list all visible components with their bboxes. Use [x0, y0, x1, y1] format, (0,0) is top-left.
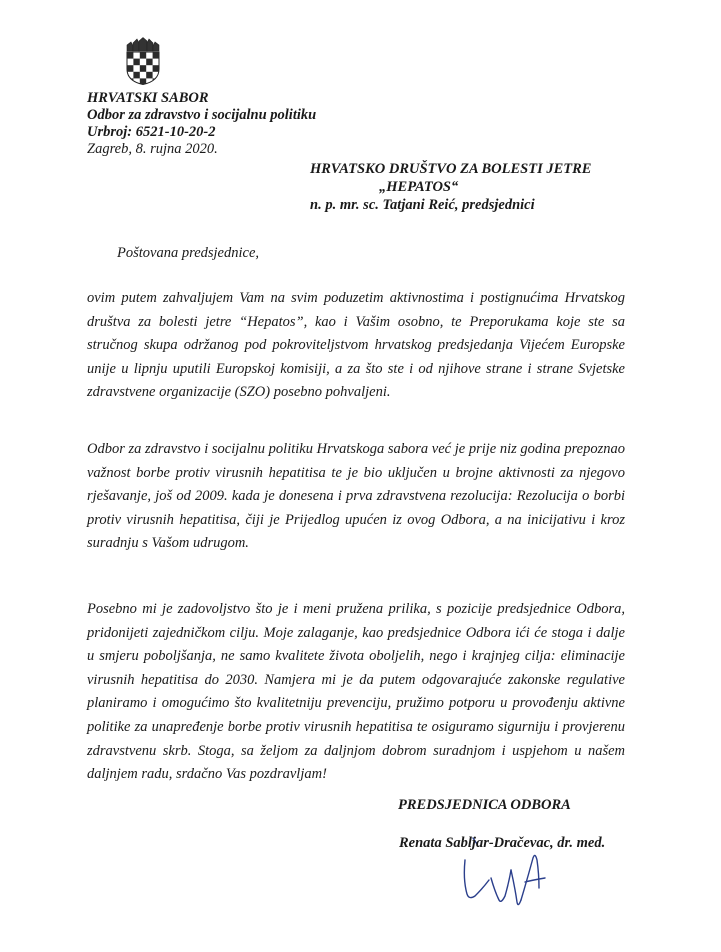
recipient-short-name: „HEPATOS“	[379, 179, 459, 195]
sender-institution: HRVATSKI SABOR	[87, 90, 209, 106]
recipient-block	[310, 160, 591, 214]
recipient-addressee: n. p. mr. sc. Tatjani Reić, predsjednici	[310, 197, 535, 213]
body-paragraph-3: Posebno mi je zadovoljstvo što je i meni pružena prilika, s pozicije predsjednice Odbora, pridonijeti zajedničkom cilju. Moje zalaganje, kao predsjednice Odbora ići će stoga i dalje u smjeru poboljšanja, ne samo kvalitete života oboljelih, nego i krajnjeg cilja: eliminacije virusnih hepatitisa do 2030. Namjera mi je da putem odgovarajuće zakonske regulative planiramo i omogućimo što kvalitetniju prevenciju, pružimo potporu u provođenju aktivne politike za unapređenje borbe protiv virusnih hepatitisa te osiguramo sigurniju i provjerenu zdravstvenu skrb. Stoga, sa željom za daljnjom dobrom suradnjom i uspjehom u našem daljnjem radu, srdačno Vas pozdravljam!	[87, 601, 625, 783]
greeting: Poštovana predsjednice,	[117, 245, 260, 261]
croatian-coat-of-arms-icon	[124, 37, 162, 85]
body-paragraph-1: ovim putem zahvaljujem Vam na svim poduzetim aktivnostima i postignućima Hrvatskog društva za bolesti jetre “Hepatos”, kao i Vašim osobno, te Preporukama koje ste sa stručnog skupa održanog pod pokroviteljstvom hrvatskog predsjedanja Vijećem Europske unije u lipnju uputili Europskoj komisiji, a za što ste i od njihove strane i strane Svjetske zdravstvene organizacije (SZO) posebno pohvaljeni.	[87, 290, 625, 401]
sender-committee: Odbor za zdravstvo i socijalnu politiku	[87, 107, 317, 123]
place-date: Zagreb, 8. rujna 2020.	[87, 141, 218, 157]
signature-name: Renata Sabljar-Dračevac, dr. med.	[399, 835, 606, 851]
sender-block	[87, 90, 316, 158]
reference-number: Urbroj: 6521-10-20-2	[87, 124, 216, 140]
signature-title: PREDSJEDNICA ODBORA	[398, 797, 571, 813]
body-paragraph-2: Odbor za zdravstvo i socijalnu politiku Hrvatskoga sabora već je prije niz godina prepoznao važnost borbe protiv virusnih hepatitisa te je bio uključen u brojne aktivnosti za njegovo rješavanje, još od 2009. kada je donesena i prva zdravstvena rezolucija: Rezolucija o borbi protiv virusnih hepatitisa, čiji je Prijedlog upućen iz ovog Odbora, a na inicijativu i kroz suradnju s Vašom udrugom.	[87, 441, 625, 552]
recipient-organization: HRVATSKO DRUŠTVO ZA BOLESTI JETRE	[310, 161, 592, 177]
